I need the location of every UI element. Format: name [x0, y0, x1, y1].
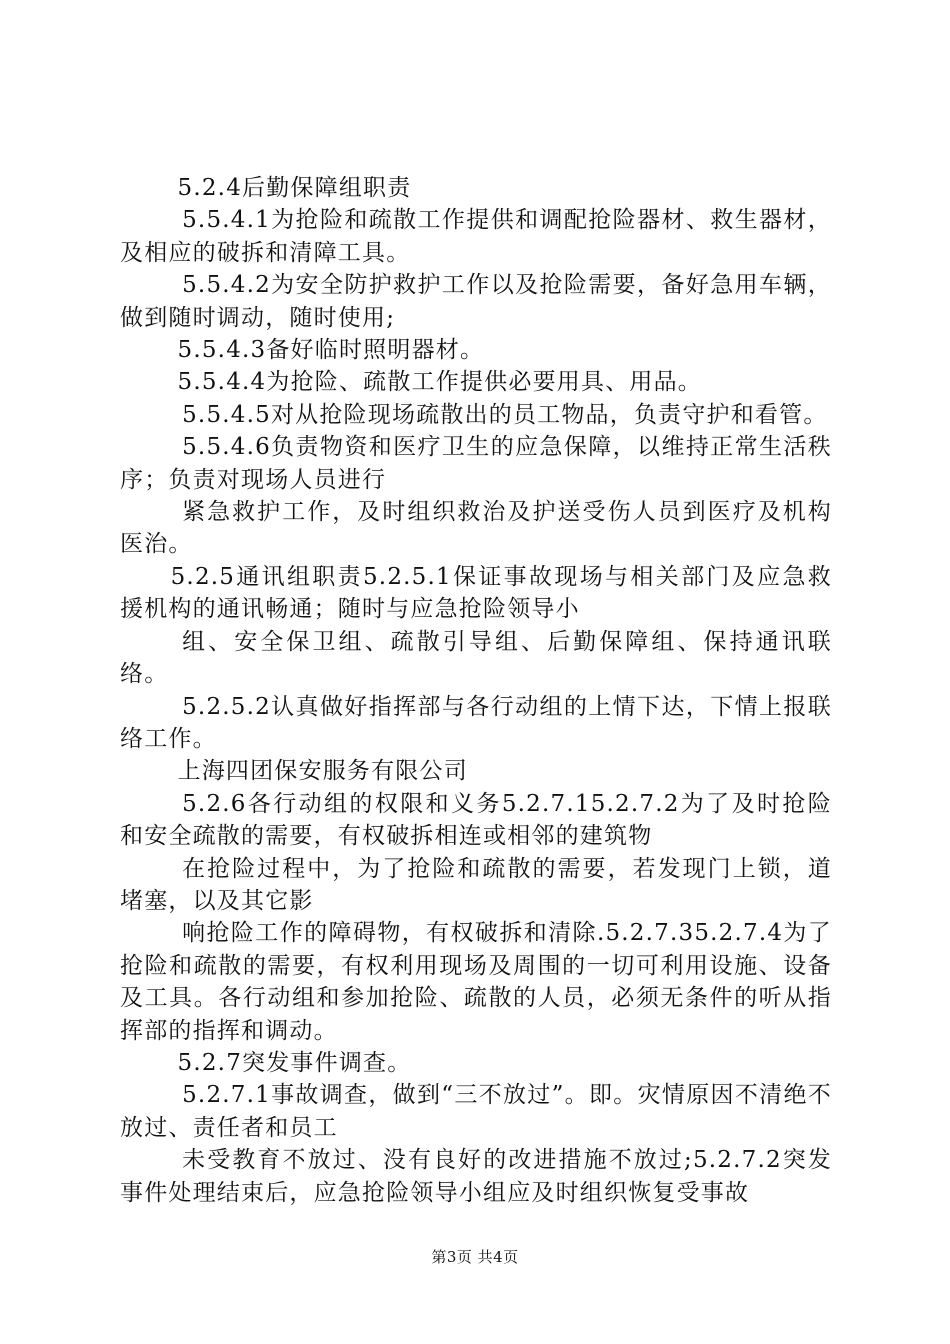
- page-number-footer: 第3页 共4页: [431, 1248, 519, 1266]
- paragraph: 5.5.4.5对从抢险现场疏散出的员工物品，负责守护和看管。: [182, 401, 828, 428]
- paragraph: 紧急救护工作，及时组织救治及护送受伤人员到医疗及机构医治。: [120, 499, 832, 558]
- paragraph: 5.2.7.1事故调查，做到“三不放过”。即。灾情原因不清绝不放过、责任者和员工: [120, 1082, 832, 1141]
- section-heading-5-2-5: 5.2.5通讯组职责5.2.5.1保证事故现场与相关部门及应急救援机构的通讯畅通；随时与应急抢险领导小: [120, 563, 832, 623]
- paragraph: 5.5.4.4为抢险、疏散工作提供必要用具、用品。: [177, 369, 702, 396]
- paragraph: 未受教育不放过、没有良好的改进措施不放过;5.2.7.2突发事件处理结束后，应急抢险领导小组应及时组织恢复受事故: [120, 1147, 832, 1206]
- company-name: 上海四团保安服务有限公司: [177, 758, 468, 785]
- paragraph: 5.5.4.6负责物资和医疗卫生的应急保障，以维持正常生活秩序；负责对现场人员进行: [120, 434, 832, 493]
- section-heading-5-2-4: 5.2.4后勤保障组职责: [177, 175, 412, 201]
- paragraph: 5.5.4.3备好临时照明器材。: [177, 337, 485, 364]
- section-heading-5-2-7: 5.2.7突发事件调查。: [177, 1049, 412, 1076]
- paragraph: 5.5.4.2为安全防护救护工作以及抢险需要，备好急用车辆，做到随时调动，随时使用;: [120, 272, 832, 331]
- paragraph: 响抢险工作的障碍物，有权破拆和清除.5.2.7.35.2.7.4为了抢险和疏散的需要，有权利用现场及周围的一切可利用设施、设备及工具。各行动组和参加抢险、疏散的人员，必须无条件的听从指挥部的指挥和调动。: [120, 920, 832, 1044]
- document-body: [120, 172, 832, 1209]
- section-heading-5-2-6: 5.2.6各行动组的权限和义务5.2.7.15.2.7.2为了及时抢险和安全疏散的需要，有权破拆相连或相邻的建筑物: [120, 790, 832, 850]
- paragraph: 5.2.5.2认真做好指挥部与各行动组的上情下达，下情上报联络工作。: [120, 693, 832, 752]
- paragraph: 在抢险过程中，为了抢险和疏散的需要，若发现门上锁，道堵塞，以及其它影: [120, 855, 832, 914]
- paragraph: 5.5.4.1为抢险和疏散工作提供和调配抢险器材、救生器材，及相应的破拆和清障工具。: [120, 207, 832, 266]
- paragraph: 组、安全保卫组、疏散引导组、后勤保障组、保持通讯联络。: [120, 628, 832, 688]
